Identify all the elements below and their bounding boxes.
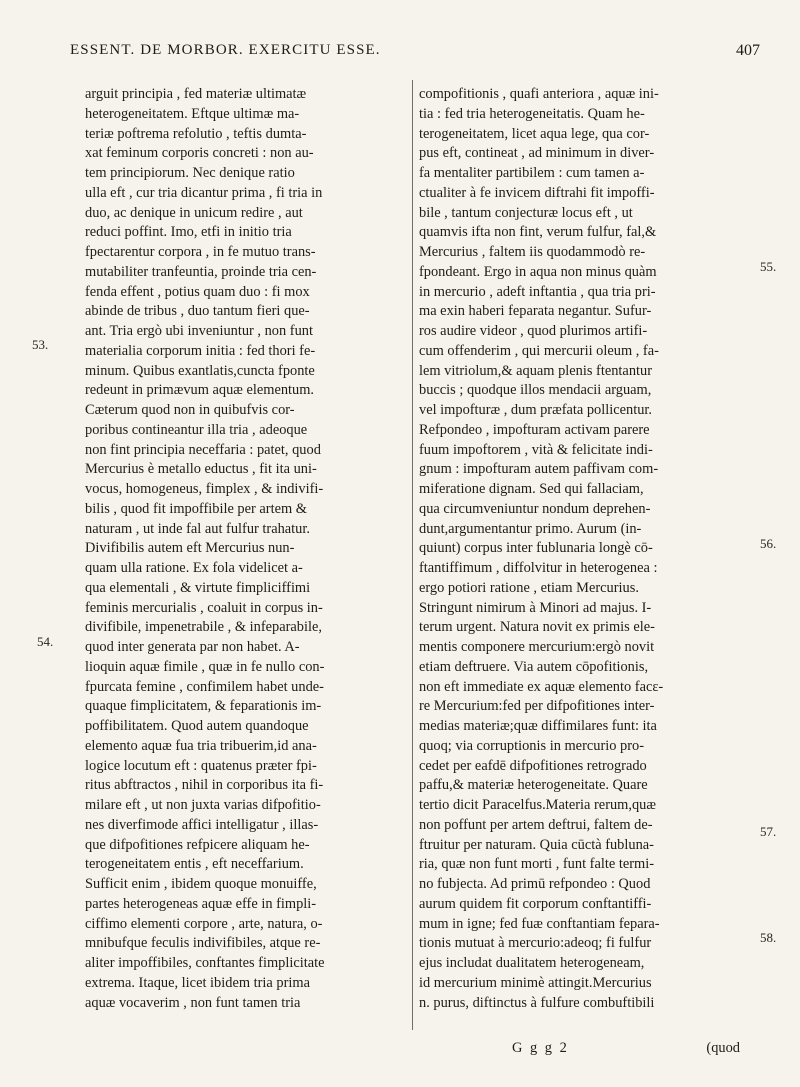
text-line: ctualiter à fe invicem diftrahi fit impoffi- [419, 184, 655, 201]
left-text-column [85, 85, 405, 1013]
running-head: ESSENT. DE MORBOR. EXERCITU ESSE. [70, 42, 381, 58]
text-line: arguit principia , fed materiæ ultimatæ [85, 86, 307, 102]
text-line: quoq; via corruptionis in mercurio pro- [419, 737, 645, 754]
text-line: lem vitriolum,& aquam plenis ftentantur [419, 362, 652, 379]
text-line: fa mentaliter partibilem : cum tamen a- [419, 165, 645, 181]
text-line: fpurcata femine , confimilem habet unde- [85, 678, 324, 695]
text-line: ria, quæ non funt morti , funt falte termi- [419, 856, 654, 873]
text-line: Stringunt nimirum à Minori ad majus. I- [419, 599, 652, 616]
text-line: mnibufque feculis indivifibiles, atque re- [85, 935, 321, 952]
text-line: ejus includat dualitatem heterogeneam, [419, 955, 645, 971]
margin-number: 53. [32, 337, 49, 352]
text-line: bile , tantum conjecturæ locus eft , ut [419, 204, 633, 221]
text-line: heterogeneitatem. Eftque ultimæ ma- [85, 105, 300, 122]
text-line: aurum quidem fit corporum conftantiffi- [419, 895, 652, 912]
text-line: fuum impoftorem , vità & felicitate indi- [419, 441, 653, 458]
text-line: no fubjecta. Ad primū refpondeo : Quod [419, 876, 651, 892]
margin-number: 57. [760, 824, 777, 839]
margin-number: 56. [760, 536, 777, 551]
text-line: pus eft, contineat , ad minimum in diver- [419, 145, 655, 162]
text-line: fpectarentur corpora , in fe mutuo trans- [85, 244, 316, 260]
text-line: cedet per eafdē difpofitiones retrogrado [419, 757, 647, 774]
page-header [60, 40, 760, 80]
text-line: quam ulla ratione. Ex fola videlicet a- [85, 560, 303, 576]
text-line: elemento aquæ fua tria tribuerim,id ana- [85, 737, 317, 754]
text-line: abinde de tribus , duo tantum fieri que- [85, 303, 310, 320]
text-line: terogeneitatem, licet aqua lege, qua cor- [419, 125, 650, 142]
text-line: paffu,& materiæ heterogeneitate. Quare [419, 777, 648, 794]
text-line: naturam , ut inde fal aut fulfur trahatur. [85, 520, 310, 537]
text-line: lioquin aquæ fimile , quæ in fe nullo con- [85, 658, 325, 675]
text-line: mentis componere mercurium:ergò novit [419, 639, 655, 655]
margin-number: 55. [760, 259, 777, 274]
text-line: terum urgent. Natura novit ex primis ele- [419, 619, 655, 636]
text-line: teriæ poftrema refolutio , teftis dumta- [85, 125, 307, 142]
text-line: cum offenderim , qui mercurii oleum , fa- [419, 342, 659, 359]
text-line: ftantiffimum , diffolvitur in heterogenea : [419, 560, 658, 576]
text-line: tertio dicit Paracelfus.Materia rerum,quæ [419, 797, 656, 813]
text-line: aliter impoffibiles, conftantes fimplicitate [85, 955, 325, 971]
text-line: poffibilitatem. Quod autem quandoque [85, 718, 309, 734]
text-line: Divifibilis autem eft Mercurius nun- [85, 540, 295, 557]
text-line: terogeneitatem entis , eft neceffarium. [85, 856, 304, 873]
text-line: qua elementali , & virtute fimpliciffimi [85, 579, 311, 596]
text-line: aquæ vocaverim , non funt tamen tria [85, 994, 301, 1011]
text-line: vocus, homogeneus, fimplex , & indivifi- [85, 481, 324, 497]
text-line: etiam deftruere. Via autem cōpofitionis, [419, 658, 649, 675]
text-line: reduci poffint. Imo, etfi in initio tria [85, 224, 292, 241]
margin-number: 54. [37, 634, 54, 649]
text-line: materialia corporum initia : fed thori fe- [85, 342, 316, 359]
text-line: buccis ; quodque illos mendacii arguam, [419, 382, 652, 399]
text-line: id mercurium minimè attingit.Mercurius [419, 974, 652, 991]
text-line: quiunt) corpus inter fublunaria longè cō- [419, 540, 653, 557]
text-line: dunt,argumentantur primo. Aurum (in- [419, 520, 642, 537]
text-line: bilis , quod fit impoffibile per artem & [85, 500, 307, 517]
text-line: Mercurius è metallo eductus , fit ita uni- [85, 461, 317, 478]
text-line: ant. Tria ergò ubi inveniuntur , non funt [85, 323, 313, 339]
column-divider [412, 80, 413, 1030]
signature-mark: G g g 2 [512, 1040, 569, 1056]
text-line: tem principiorum. Nec denique ratio [85, 165, 295, 181]
text-line: ros audire videor , quod plurimos artifi- [419, 323, 648, 339]
text-line: xat feminum corporis concreti : non au- [85, 145, 314, 162]
text-line: duo, ac denique in unicum redire , aut [85, 204, 303, 221]
text-line: qua circumveniuntur nondum deprehen- [419, 500, 651, 517]
text-line: ergo potiori ratione , etiam Mercurius. [419, 579, 639, 596]
text-line: ritus abftractos , nihil in corporibus ita fi- [85, 777, 324, 794]
text-line: ulla eft , cur tria dicantur prima , fi tria in [85, 184, 323, 201]
text-line: non fint principia neceffaria : patet, quod [85, 441, 321, 458]
margin-number: 58. [760, 930, 777, 945]
text-line: nes diverfimode affici intelligatur , illas- [85, 816, 319, 833]
text-line: partes heterogeneas aquæ effe in fimpli- [85, 895, 317, 912]
text-line: redeunt in primævum aquæ elementum. [85, 382, 315, 399]
page-footer [420, 1040, 740, 1064]
text-line: in mercurio , adeft inftantia , qua tria pri- [419, 283, 656, 300]
text-line: quaque fimplicitatem, & feparationis im- [85, 698, 322, 715]
text-line: Mercurius , faltem iis quodammodò re- [419, 244, 646, 260]
text-line: Refpondeo , impofturam activam parere [419, 421, 650, 438]
text-line: minum. Quibus exantlatis,cuncta fponte [85, 362, 315, 379]
text-line: ciffimo elementi corpore , arte, natura, o- [85, 915, 323, 932]
text-line: re Mercurium:fed per difpofitiones inter- [419, 698, 655, 715]
page-number: 407 [736, 42, 760, 59]
text-line: tionis mutuat à mercurio:adeoq; fi fulfur [419, 935, 652, 952]
text-line: ftruitur per naturam. Quia cūctà fubluna- [419, 836, 654, 853]
text-line: poribus contineantur illa tria , adeoque [85, 421, 308, 438]
text-line: feminis mercurialis , coaluit in corpus in- [85, 599, 323, 616]
text-line: non eft immediate ex aquæ elemento facε- [419, 678, 664, 695]
text-line: Cæterum quod non in quibufvis cor- [85, 402, 295, 418]
text-line: Sufficit enim , ibidem quoque monuiffe, [85, 876, 317, 892]
text-line: tia : fed tria heterogeneitatis. Quam he- [419, 105, 645, 122]
text-line: compofitionis , quafi anteriora , aquæ ini- [419, 86, 659, 102]
text-line: miferatione dignam. Sed qui fallaciam, [419, 481, 644, 497]
text-line: milare eft , ut non juxta varias difpofitio- [85, 797, 321, 813]
text-line: medias materiæ;quæ diffimilares funt: ita [419, 718, 657, 734]
text-line: quamvis ifta non fint, verum fulfur, fal,& [419, 224, 657, 241]
text-line: mutabiliter tranfeuntia, proinde tria cen- [85, 263, 317, 280]
text-line: non poffunt per artem deftrui, faltem de- [419, 816, 653, 833]
text-line: extrema. Itaque, licet ibidem tria prima [85, 974, 310, 991]
right-text-column [419, 85, 739, 1013]
catchword: (quod [706, 1040, 740, 1056]
text-line: n. purus, diftinctus à fulfure combuftibili [419, 994, 655, 1011]
text-line: vel impofturæ , dum præfata pollicentur. [419, 402, 653, 418]
text-line: que difpofitiones refpicere aliquam he- [85, 836, 310, 853]
text-line: ma exin haberi feparata negantur. Sufur- [419, 303, 652, 320]
text-line: gnum : impofturam autem paffivam com- [419, 461, 659, 478]
text-line: quod inter generata par non habet. A- [85, 639, 300, 655]
text-line: fpondeant. Ergo in aqua non minus quàm [419, 263, 657, 280]
text-line: fenda effent , potius quam duo : fi mox [85, 283, 310, 300]
text-line: divifibile, impenetrabile , & infeparabile, [85, 619, 322, 636]
text-line: logice locutum eft : quatenus præter fpi- [85, 757, 317, 774]
text-line: mum in igne; fed fuæ conftantiam fepara- [419, 915, 660, 932]
